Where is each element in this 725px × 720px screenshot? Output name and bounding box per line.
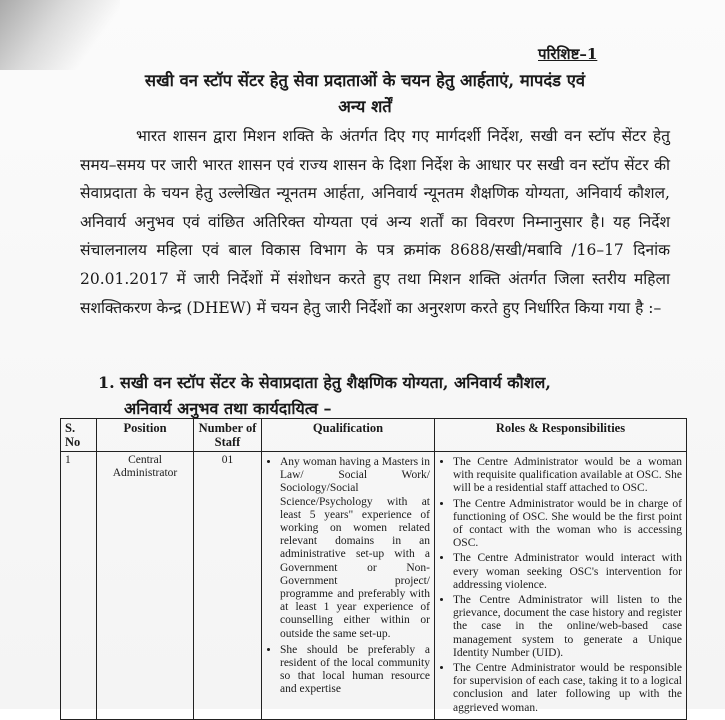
intro-text: भारत शासन द्वारा मिशन शक्ति के अंतर्गत दिए गए मार्गदर्शी निर्देश, सखी वन स्टॉप सेंटर हेतु समय–समय पर जारी भारत शासन एवं राज्य शासन के दिशा निर्देश के आधार पर सखी वन स्टॉप सेंटर की सेवाप्रदाता के चयन हेतु उल्लेखित न्यूनतम आर्हता, अनिवार्य न्यूनतम शैक्षणिक योग्यता, अनिवार्य कौशल, अनिवार्य अनुभव एवं वांछित अतिरिक्त योग्यता एवं अन्य शर्तों का विवरण निम्नानुसार है। यह निर्देश संचालनालय महिला एवं बाल विकास विभाग के पत्र क्रमांक 8688/सखी/मबावि /16–17 दिनांक 20.01.2017 में जारी निर्देशों में संशोधन करते हुए तथा मिशन शक्ति अंतर्गत जिला स्तरीय महिला सशक्तिकरण केन्द्र (DHEW) में चयन हेतु जारी निर्देशों का अनुरशण करते हुए निर्धारित किया गया है :–: [80, 127, 670, 317]
table-header-row: [61, 419, 687, 452]
section-1-number: 1.: [98, 373, 115, 392]
intro-paragraph: [80, 122, 670, 322]
header-staff: Number of Staff: [194, 419, 262, 452]
role-item: • The Centre Administrator would be responsible for supervision of each case, taking it to a logical conclusion and later following up with the aggrieved woman.: [453, 662, 682, 715]
cell-roles: [435, 452, 687, 720]
scan-shadow: [0, 0, 120, 70]
cell-staff: 01: [194, 452, 262, 720]
role-item: • The Centre Administrator will listen to the grievance, document the case history and register the case in the online/web-based case management system to generate a Unique Identity Number (UID).: [453, 594, 682, 660]
table-row: [61, 452, 687, 720]
header-roles: Roles & Responsibilities: [435, 419, 687, 452]
staff-table: [60, 418, 687, 720]
appendix-label: परिशिष्ट–1: [538, 45, 598, 63]
section-1-line-1: सखी वन स्टॉप सेंटर के सेवाप्रदाता हेतु शैक्षणिक योग्यता, अनिवार्य कौशल,: [120, 373, 551, 392]
header-position: Position: [97, 419, 194, 452]
section-1-heading: [98, 370, 678, 422]
role-item: • The Centre Administrator would be a woman with requisite qualification available at OSC. She will be a residential staff attached to OSC.: [453, 456, 682, 496]
qualification-list: [266, 456, 430, 697]
title-line-2: अन्य शर्तें: [338, 97, 392, 116]
cell-sno: 1: [61, 452, 97, 720]
qualification-item: • She should be preferably a resident of the local community so that local human resource and expertise: [280, 644, 430, 697]
qualification-item: • Any woman having a Masters in Law/ Social Work/ Sociology/Social Science/Psychology with at least 5 years" experience of working on women related relevant domains in an administrative set-up with a Government or Non-Government project/ programme and preferably with at least 1 year experience of counselling either within or outside the same set-up.: [280, 456, 430, 641]
roles-list: [439, 456, 682, 715]
header-sno: S. No: [61, 419, 97, 452]
role-item: • The Centre Administrator would interact with every woman seeking OSC's intervention for addressing violence.: [453, 552, 682, 592]
header-qualification: Qualification: [262, 419, 435, 452]
cell-qualification: [262, 452, 435, 720]
document-title: [60, 68, 670, 120]
role-item: • The Centre Administrator would be in charge of functioning of OSC. She would be the first point of contact with the woman who is accessing OSC.: [453, 498, 682, 551]
title-line-1: सखी वन स्टॉप सेंटर हेतु सेवा प्रदाताओं के चयन हेतु आर्हताएं, मापदंड एवं: [144, 71, 586, 90]
cell-position: Central Administrator: [97, 452, 194, 720]
section-1-line-2: अनिवार्य अनुभव तथा कार्यदायित्व –: [124, 399, 332, 418]
